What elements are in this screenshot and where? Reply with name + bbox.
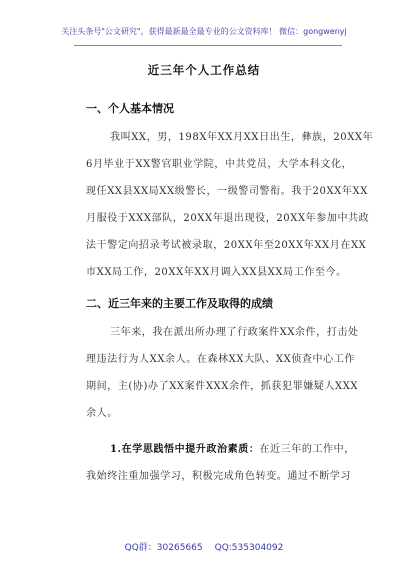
paragraph-line: 现任XX县XX局XX级警长，一级警司警衔。我于20XX年XX xyxy=(86,186,368,197)
header-note: 关注头条号"公文研究"，获得最新最全最专业的公文资料库！ 微信：gongwenyj xyxy=(61,27,347,36)
section-heading-basic-info: 一、个人基本情况 xyxy=(86,102,174,115)
header-divider xyxy=(74,45,342,46)
paragraph-line: 期间，主(协)办了XX案件XXX余件，抓获犯罪嫌疑人XXX xyxy=(86,381,359,392)
paragraph-line: 我始终注重加强学习，积极完成角色转变。通过不断学习 xyxy=(86,471,351,482)
paragraph-line: 我叫XX，男，198X年XX月XX日出生，彝族，20XX年 xyxy=(110,132,374,143)
item-bold-lead: 1.在学思践悟中提升政治素质： xyxy=(110,444,260,455)
footer-contact xyxy=(0,540,408,553)
paragraph-line: 市XX局工作，20XX年XX月调入XX县XX局工作至今。 xyxy=(86,267,347,278)
footer-qq-group: QQ群：30265665 xyxy=(124,543,203,553)
section-heading-achievements: 二、近三年来的主要工作及取得的成绩 xyxy=(86,297,273,310)
paragraph-line: 月服役于XXX部队，20XX年退出现役，20XX年参加中共政 xyxy=(86,213,370,224)
footer-qq: QQ:535304092 xyxy=(214,543,284,553)
numbered-item-line xyxy=(110,440,355,455)
paragraph-line: 理违法行为人XX余人。在森林XX大队、XX侦查中心工作 xyxy=(86,354,355,365)
paragraph-line: 法干警定向招录考试被录取，20XX年至20XX年XX月在XX xyxy=(86,240,367,251)
paragraph-line: 三年来，我在派出所办理了行政案件XX余件，打击处 xyxy=(110,327,359,338)
document-title: 近三年个人工作总结 xyxy=(147,63,261,77)
paragraph-line: 余人。 xyxy=(86,408,118,419)
item-rest-text: 在近三年的工作中， xyxy=(259,444,355,455)
paragraph-line: 6月毕业于XX警官职业学院，中共党员，大学本科文化， xyxy=(86,159,353,170)
